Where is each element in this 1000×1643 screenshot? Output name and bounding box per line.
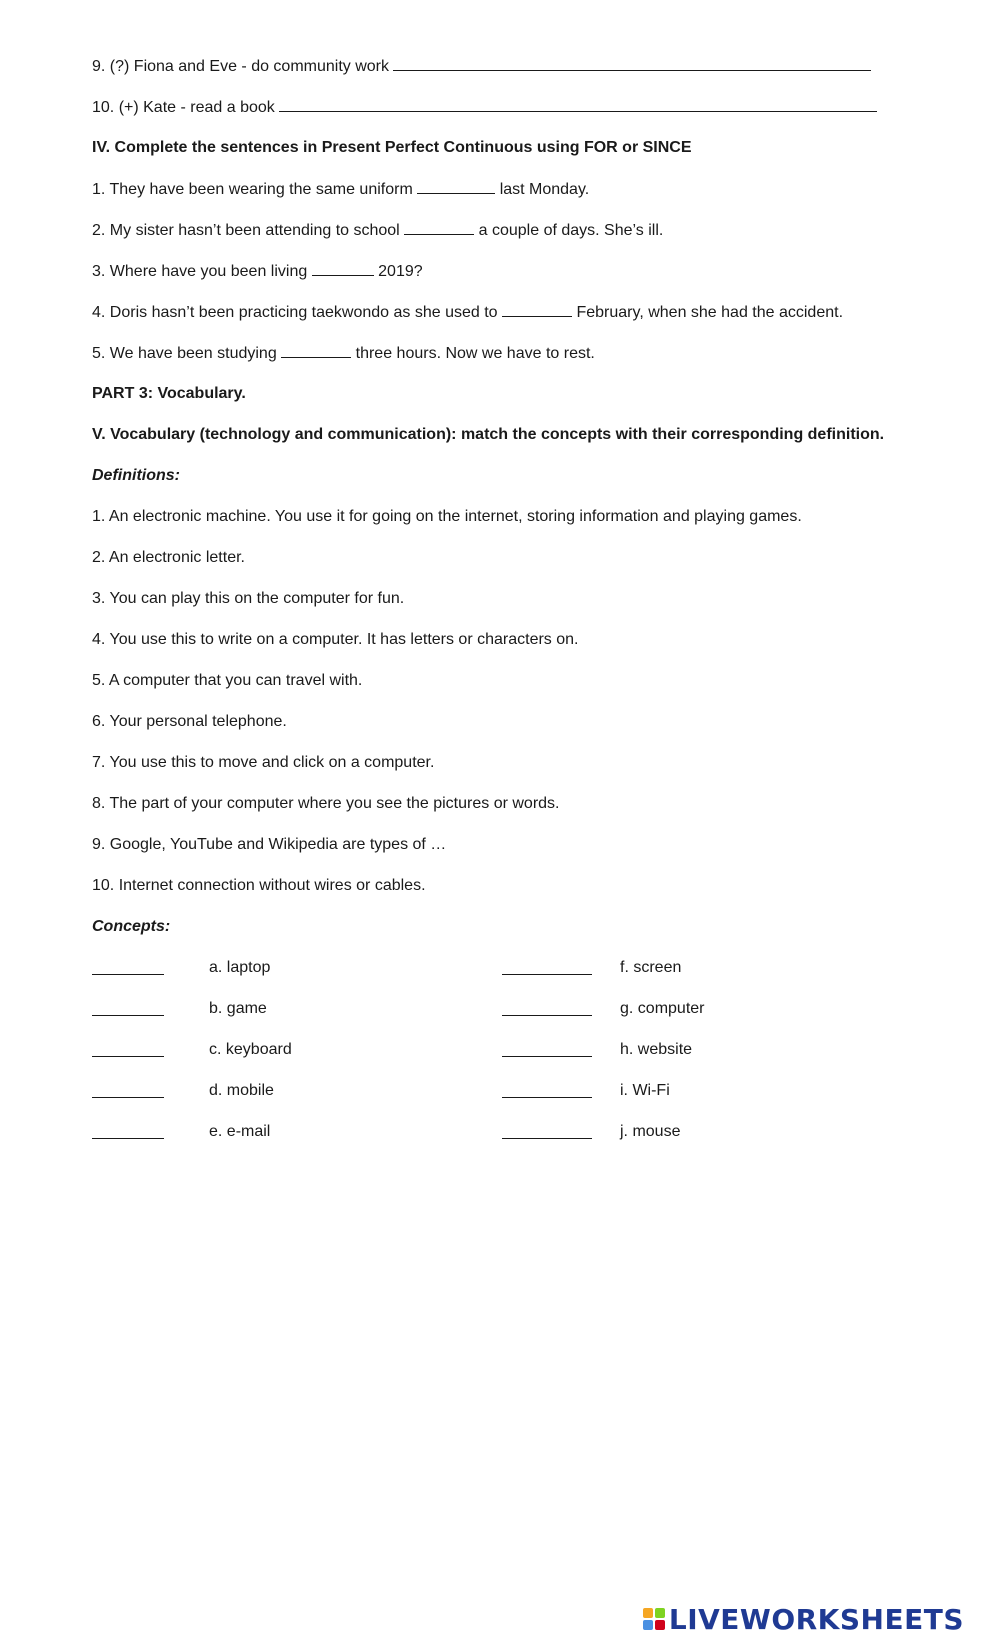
- concept-label: b. game: [209, 1000, 267, 1017]
- match-answer-blank[interactable]: [92, 1042, 164, 1057]
- section-4-item-2: [92, 220, 663, 241]
- concept-row: [92, 1040, 792, 1062]
- for-since-blank[interactable]: [417, 179, 495, 194]
- section-4-title: IV. Complete the sentences in Present Perfect Continuous using FOR or SINCE: [92, 139, 692, 156]
- concept-row: [92, 1122, 792, 1144]
- item-text-before: 3. Where have you been living: [92, 263, 308, 280]
- question-9-text: 9. (?) Fiona and Eve - do community work: [92, 58, 390, 75]
- concept-label: h. website: [620, 1041, 693, 1058]
- definition-4: 4. You use this to write on a computer. It has letters or characters on.: [92, 631, 579, 648]
- section-4-item-1: [92, 179, 589, 200]
- concept-row: [92, 958, 792, 980]
- section-4-item-4: [92, 302, 843, 323]
- item-text-after: three hours. Now we have to rest.: [355, 345, 595, 362]
- concept-row: [92, 999, 792, 1021]
- concept-label: i. Wi-Fi: [620, 1082, 670, 1099]
- definition-2: 2. An electronic letter.: [92, 549, 245, 566]
- concept-label: a. laptop: [209, 959, 271, 976]
- item-text-before: 5. We have been studying: [92, 345, 277, 362]
- section-5-title: V. Vocabulary (technology and communication): match the concepts with their corresponding definition.: [92, 426, 885, 443]
- for-since-blank[interactable]: [312, 261, 374, 276]
- concept-row: [92, 1081, 792, 1103]
- match-answer-blank[interactable]: [502, 1124, 592, 1139]
- concepts-label: Concepts:: [92, 918, 171, 935]
- question-9-answer-blank[interactable]: [393, 56, 871, 71]
- logo-mark-icon: [643, 1608, 665, 1630]
- definition-7: 7. You use this to move and click on a computer.: [92, 754, 435, 771]
- question-10: [92, 97, 877, 118]
- question-10-text: 10. (+) Kate - read a book: [92, 99, 275, 116]
- concept-label: e. e-mail: [209, 1123, 271, 1140]
- concept-label: d. mobile: [209, 1082, 274, 1099]
- brand-name: LIVEWORKSHEETS: [668, 1602, 964, 1636]
- match-answer-blank[interactable]: [502, 1001, 592, 1016]
- item-text-after: a couple of days. She’s ill.: [478, 222, 664, 239]
- question-9: [92, 56, 871, 77]
- item-text-after: 2019?: [378, 263, 423, 280]
- item-text-after: February, when she had the accident.: [576, 304, 844, 321]
- definition-5: 5. A computer that you can travel with.: [92, 672, 363, 689]
- match-answer-blank[interactable]: [502, 1083, 592, 1098]
- match-answer-blank[interactable]: [92, 1083, 164, 1098]
- concept-label: c. keyboard: [209, 1041, 292, 1058]
- definition-9: 9. Google, YouTube and Wikipedia are types of …: [92, 836, 447, 853]
- definition-3: 3. You can play this on the computer for fun.: [92, 590, 405, 607]
- item-text-before: 1. They have been wearing the same uniform: [92, 181, 413, 198]
- for-since-blank[interactable]: [404, 220, 474, 235]
- definition-1: 1. An electronic machine. You use it for going on the internet, storing information and playing games.: [92, 508, 802, 525]
- item-text-after: last Monday.: [499, 181, 590, 198]
- section-4-item-3: [92, 261, 423, 282]
- definition-8: 8. The part of your computer where you see the pictures or words.: [92, 795, 560, 812]
- for-since-blank[interactable]: [281, 343, 351, 358]
- match-answer-blank[interactable]: [92, 960, 164, 975]
- item-text-before: 4. Doris hasn’t been practicing taekwondo as she used to: [92, 304, 498, 321]
- match-answer-blank[interactable]: [502, 1042, 592, 1057]
- match-answer-blank[interactable]: [502, 960, 592, 975]
- part-3-title: PART 3: Vocabulary.: [92, 385, 246, 402]
- match-answer-blank[interactable]: [92, 1001, 164, 1016]
- definition-10: 10. Internet connection without wires or cables.: [92, 877, 426, 894]
- for-since-blank[interactable]: [502, 302, 572, 317]
- concept-label: j. mouse: [620, 1123, 681, 1140]
- question-10-answer-blank[interactable]: [279, 97, 877, 112]
- concept-label: g. computer: [620, 1000, 705, 1017]
- definition-6: 6. Your personal telephone.: [92, 713, 287, 730]
- section-4-item-5: [92, 343, 595, 364]
- definitions-label: Definitions:: [92, 467, 180, 484]
- concept-label: f. screen: [620, 959, 682, 976]
- match-answer-blank[interactable]: [92, 1124, 164, 1139]
- item-text-before: 2. My sister hasn’t been attending to school: [92, 222, 400, 239]
- liveworksheets-logo: [643, 1604, 964, 1634]
